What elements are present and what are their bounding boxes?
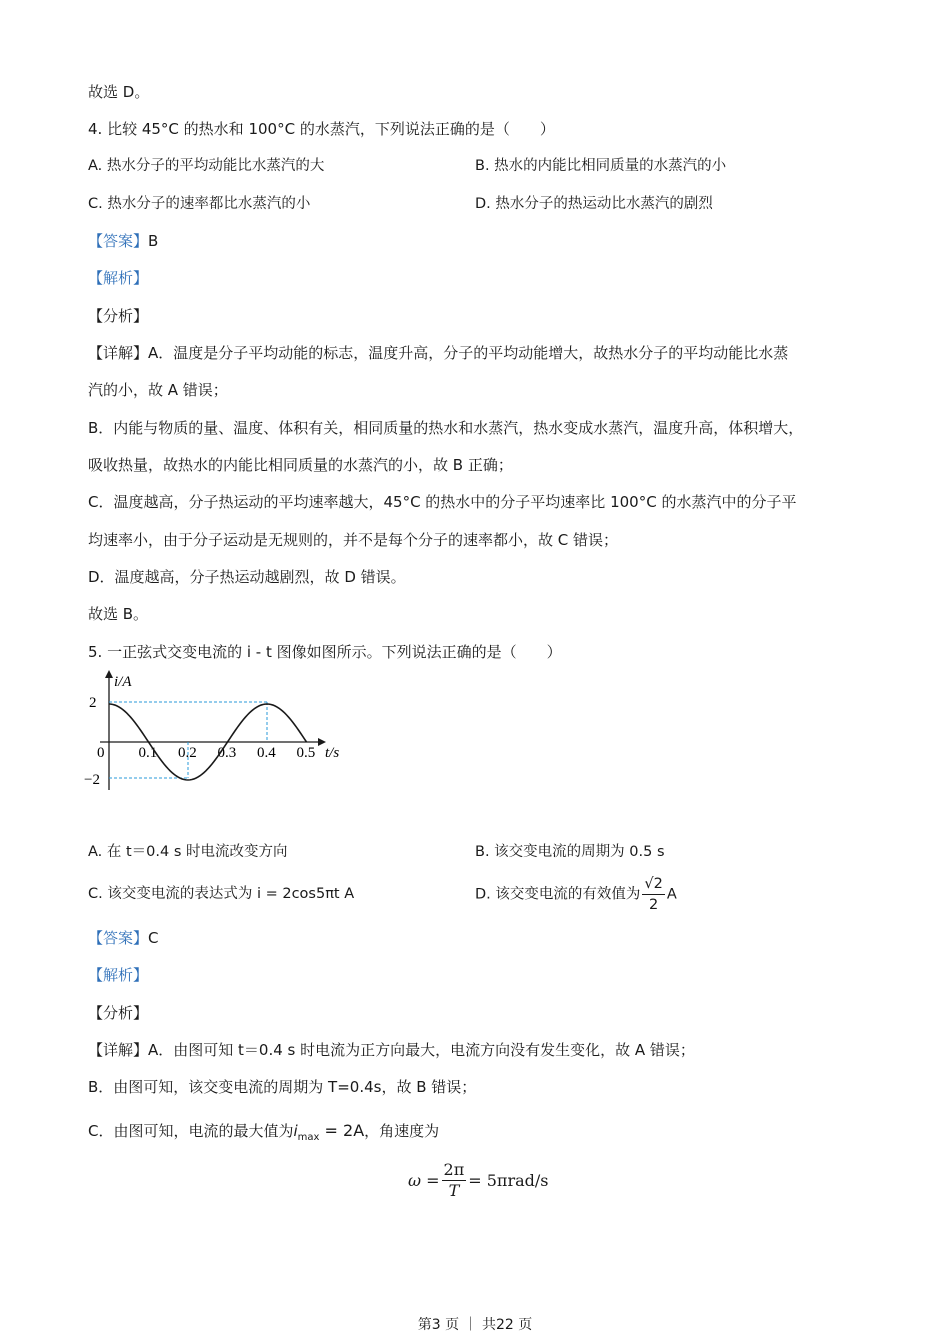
x-axis-label: t/s [325, 745, 340, 761]
q5d-denominator: 2 [649, 897, 659, 913]
q4-option-c: C. 热水分子的速率都比水蒸汽的小 [88, 196, 311, 212]
detail-tag: 【详解】 [88, 344, 149, 362]
answer-value: B [148, 232, 159, 250]
q4-detail-3: B．内能与物质的量、温度、体积有关，相同质量的热水和水蒸汽，热水变成水蒸汽，温度升高，体积增大， [88, 419, 804, 437]
omega-formula [408, 1160, 548, 1201]
q4-detail-7: D．温度越高，分子热运动越剧烈，故 D 错误。 [88, 568, 406, 586]
detail-text: A．温度是分子平均动能的标志，温度升高，分子的平均动能增大，故热水分子的平均动能比水蒸 [148, 344, 789, 362]
q5-fenxi-tag: 【分析】 [88, 1004, 149, 1022]
conclusion-prev: 故选 D。 [88, 83, 150, 101]
q4-option-a: A. 热水分子的平均动能比水蒸汽的大 [88, 158, 325, 174]
x-tick-0.1: 0.1 [138, 745, 158, 761]
x-tick-0.2: 0.2 [178, 745, 197, 761]
detail-text-tail: ，角速度为 [364, 1122, 440, 1140]
page-footer: 第3 页 ｜ 共22 页 [417, 1317, 533, 1333]
q5d-text: D. 该交变电流的有效值为 [475, 886, 641, 903]
x-tick-0.5: 0.5 [296, 745, 316, 761]
q4-detail-5: C．温度越高，分子热运动的平均速率越大，45°C 的热水中的分子平均速率比 100°C 的水蒸汽中的分子平 [88, 493, 797, 511]
y-tick-neg2: −2 [84, 772, 100, 788]
formula-numerator: 2π [443, 1160, 465, 1179]
q4-conclusion: 故选 B。 [88, 605, 149, 623]
q5-detail-3 [88, 1121, 439, 1148]
formula-rhs: = 5πrad/s [468, 1171, 549, 1190]
question-5-stem: 5. 一正弦式交变电流的 i - t 图像如图所示。下列说法正确的是（ ） [88, 643, 562, 661]
answer-value: C [148, 929, 159, 947]
formula-lhs: ω = [408, 1171, 440, 1190]
detail-text: C．由图可知，电流的最大值为 [88, 1122, 294, 1140]
formula-denominator: T [448, 1181, 460, 1200]
q4-detail-4: 吸收热量，故热水的内能比相同质量的水蒸汽的小，故 B 正确； [88, 456, 513, 474]
x-tick-0: 0 [97, 745, 105, 761]
x-tick-labels [97, 745, 315, 761]
q5-option-a: A. 在 t＝0.4 s 时电流改变方向 [88, 844, 288, 860]
imax-value: = 2A [319, 1121, 365, 1140]
x-tick-0.4: 0.4 [257, 745, 276, 761]
answer-tag: 【答案】 [88, 232, 149, 250]
imax-symbol: i [293, 1122, 298, 1140]
q4-answer [88, 231, 158, 251]
q4-detail-6: 均速率小，由于分子运动是无规则的，并不是每个分子的速率都小，故 C 错误； [88, 531, 619, 549]
q4-option-b: B. 热水的内能比相同质量的水蒸汽的小 [475, 158, 727, 174]
question-4-stem: 4. 比较 45°C 的热水和 100°C 的水蒸汽，下列说法正确的是（ ） [88, 120, 555, 138]
answer-tag: 【答案】 [88, 929, 149, 947]
it-graph [80, 666, 350, 796]
detail-tag: 【详解】 [88, 1041, 149, 1059]
q4-fenxi-tag: 【分析】 [88, 307, 149, 325]
x-tick-0.3: 0.3 [217, 745, 237, 761]
q5-option-b: B. 该交变电流的周期为 0.5 s [475, 844, 665, 860]
y-tick-2: 2 [89, 695, 97, 711]
q5d-fraction [642, 874, 664, 915]
q5-detail-1 [88, 1040, 695, 1060]
q5d-unit: A [666, 886, 677, 903]
q4-option-d: D. 热水分子的热运动比水蒸汽的剧烈 [475, 196, 713, 212]
y-arrow [105, 670, 113, 678]
q4-detail-1 [88, 343, 788, 363]
y-axis-label: i/A [114, 674, 132, 690]
q5-option-c: C. 该交变电流的表达式为 i = 2cos5πt A [88, 886, 355, 902]
q4-analysis-tag: 【解析】 [88, 269, 149, 287]
q4-detail-2: 汽的小，故 A 错误； [88, 381, 228, 399]
q5d-numerator: √2 [642, 874, 664, 895]
formula-fraction [442, 1160, 467, 1201]
q5-detail-2: B．由图可知，该交变电流的周期为 T=0.4s，故 B 错误； [88, 1078, 477, 1096]
q5-analysis-tag: 【解析】 [88, 966, 149, 984]
q5-answer [88, 928, 159, 948]
imax-subscript: max [297, 1132, 320, 1143]
detail-text: A．由图可知 t＝0.4 s 时电流为正方向最大，电流方向没有发生变化，故 A 错误； [148, 1041, 695, 1059]
q5-option-d [475, 874, 677, 915]
